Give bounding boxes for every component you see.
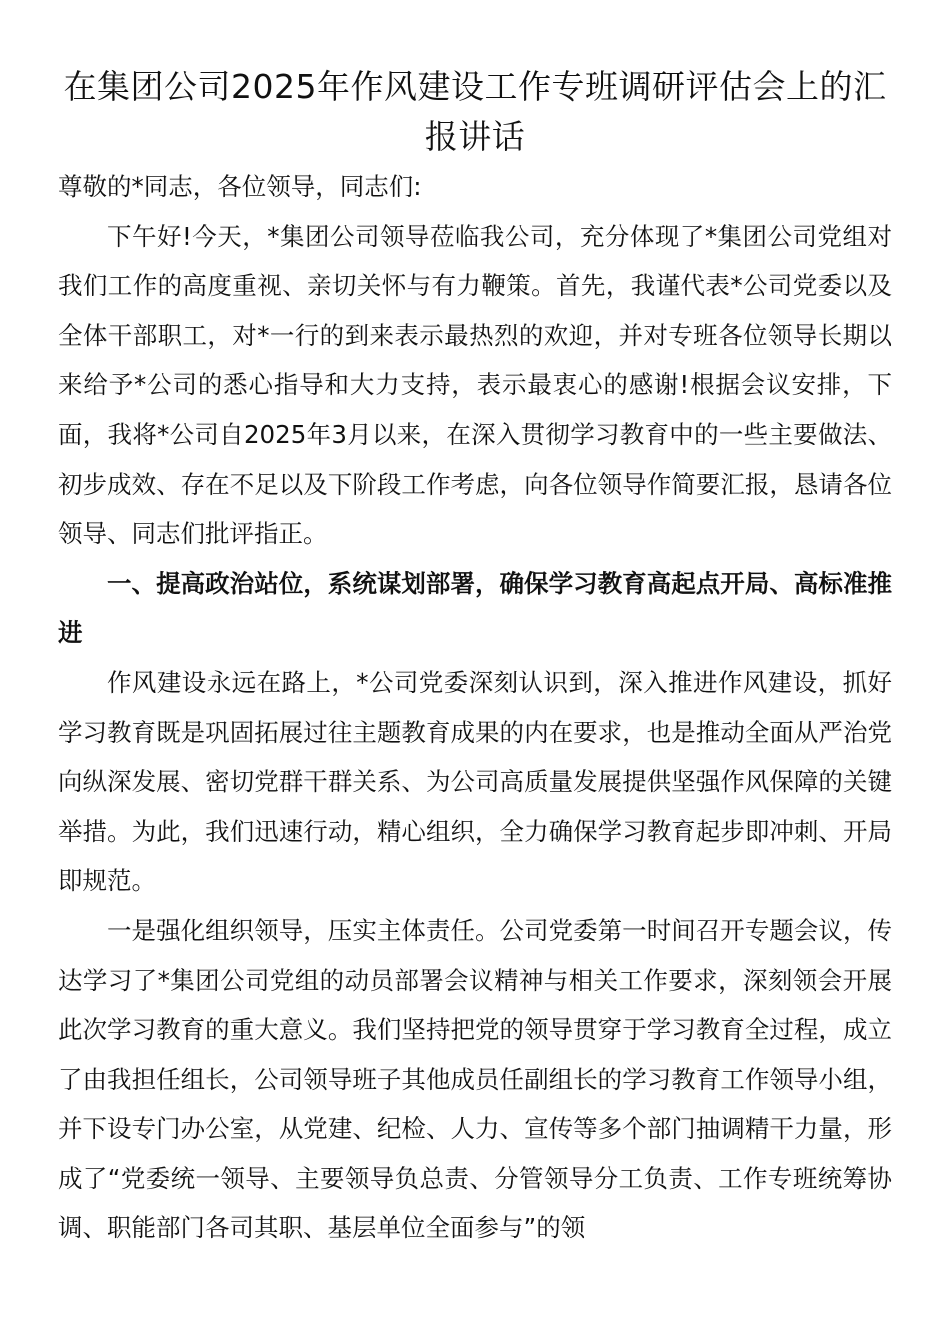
paragraph-section-1-intro: 作风建设永远在路上，*公司党委深刻认识到，深入推进作风建设，抓好学习教育既是巩固拓展过往主题教育成果的内在要求，也是推动全面从严治党向纵深发展、密切党群干群关系、为公司高质量发展提供坚强作风保障的关键举措。为此，我们迅速行动，精心组织，全力确保学习教育起步即冲刺、开局即规范。 bbox=[58, 667, 892, 896]
greeting: 尊敬的*同志，各位领导，同志们: bbox=[58, 172, 422, 201]
paragraph-opening: 下午好!今天，*集团公司领导莅临我公司，充分体现了*集团公司党组对我们工作的高度重视、亲切关怀与有力鞭策。首先，我谨代表*公司党委以及全体干部职工，对*一行的到来表示最热烈的欢迎，并对专班各位领导长期以来给予*公司的悉心指导和大力支持，表示最衷心的感谢!根据会议安排，下面，我将*公司自2025年3月以来，在深入贯彻学习教育中的一些主要做法、初步成效、存在不足以及下阶段工作考虑，向各位领导作简要汇报，恳请各位领导、同志们批评指正。 bbox=[58, 221, 892, 549]
section-heading-1: 一、提高政治站位，系统谋划部署，确保学习教育高起点开局、高标准推进 bbox=[58, 568, 892, 648]
paragraph-organization-leadership: 一是强化组织领导，压实主体责任。公司党委第一时间召开专题会议，传达学习了*集团公司党组的动员部署会议精神与相关工作要求，深刻领会开展此次学习教育的重大意义。我们坚持把党的领导贯穿于学习教育全过程，成立了由我担任组长，公司领导班子其他成员任副组长的学习教育工作领导小组，并下设专门办公室，从党建、纪检、人力、宣传等多个部门抽调精干力量，形成了“党委统一领导、主要领导负总责、分管领导分工负责、工作专班统筹协调、职能部门各司其职、基层单位全面参与”的领 bbox=[58, 915, 892, 1243]
document-title: 在集团公司2025年作风建设工作专班调研评估会上的汇报讲话 bbox=[63, 67, 887, 156]
